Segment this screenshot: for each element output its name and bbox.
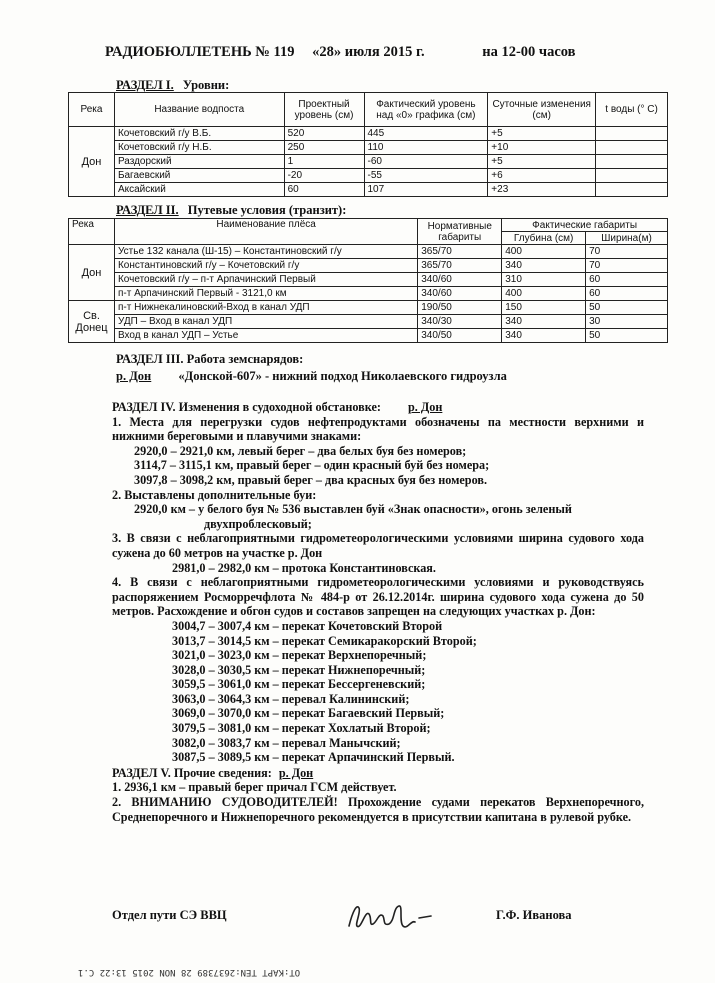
- post-name-cell: Багаевский: [114, 169, 284, 183]
- river-cell: Св. Донец: [69, 301, 115, 343]
- width-cell: 30: [586, 315, 668, 329]
- post-name-cell: Раздорский: [114, 155, 284, 169]
- table-row: [69, 273, 668, 287]
- design-cell: 250: [284, 141, 364, 155]
- design-cell: 1: [284, 155, 364, 169]
- temp-cell: [596, 141, 668, 155]
- levels-table: [68, 92, 668, 197]
- temp-cell: [596, 183, 668, 197]
- width-cell: 60: [586, 287, 668, 301]
- fax-text: OT:KAPT TEN:2637389 28 NON 2015 13:22 C.1: [78, 967, 301, 977]
- col-design-level: Проектный уровень (см): [284, 93, 364, 127]
- section5-river: р. Дон: [278, 765, 314, 780]
- handwritten-signature: [345, 900, 435, 936]
- section4-item1: 1. Места для перегрузки судов нефтепродуктами обозначены па местности верхними и нижними береговыми и плавучими знаками:: [112, 414, 644, 444]
- list-item: 3082,0 – 3083,7 км – перевал Манычский;: [172, 735, 401, 750]
- col-river: Река: [69, 93, 115, 127]
- list-item: 3004,7 – 3007,4 км – перекат Кочетовский Второй: [172, 618, 443, 633]
- actual-cell: -55: [364, 169, 488, 183]
- list-item: 2920,0 – 2921,0 км, левый берег – два белых буя без номеров;: [134, 443, 467, 458]
- design-cell: -20: [284, 169, 364, 183]
- reach-name-cell: Вход в канал УДП – Устье: [114, 329, 417, 343]
- list-item: 3021,0 – 3023,0 км – перекат Верхнепоречный;: [172, 648, 427, 663]
- route-conditions-table: [68, 218, 668, 343]
- reach-name-cell: Кочетовский г/у – п-т Арпачинский Первый: [114, 273, 417, 287]
- change-cell: +23: [488, 183, 596, 197]
- section4-item4: 4. В связи с неблагоприятными гидрометеорологическими условиями и руководствуясь распоряжением Росморречфлота № 484-р от 26.12.2014г. ширина судового хода сужена до 50 метров. Расхождение и обгон судов и составов запрещен на следующих участках р. Дон:: [112, 575, 644, 619]
- list-item: 2981,0 – 2982,0 км – протока Константиновская.: [172, 560, 436, 575]
- table-row: [69, 301, 668, 315]
- section2-title: РАЗДЕЛ II.: [116, 203, 179, 217]
- col-norm-dims: Нормативные габариты: [418, 219, 502, 245]
- col-reach-name: Наименование плёса: [114, 219, 417, 245]
- col-daily-change: Суточные изменения (см): [488, 93, 596, 127]
- section5-title: РАЗДЕЛ V. Прочие сведения:: [112, 765, 272, 780]
- temp-cell: [596, 127, 668, 141]
- table-row: [69, 155, 668, 169]
- list-item: 3079,5 – 3081,0 км – перекат Хохлатый Второй;: [172, 721, 431, 736]
- section4: [112, 400, 644, 824]
- section5-item1: 1. 2936,1 км – правый берег причал ГСМ действует.: [112, 780, 397, 795]
- list-item: 3063,0 – 3064,3 км – перевал Калининский;: [172, 691, 410, 706]
- list-item: 2920,0 км – у белого буя № 536 выставлен буй «Знак опасности», огонь зеленый: [134, 502, 572, 517]
- change-cell: +5: [488, 155, 596, 169]
- section3-title: РАЗДЕЛ III. Работа земснарядов:: [116, 352, 304, 366]
- section4-item2: 2. Выставлены дополнительные буи:: [112, 487, 317, 502]
- col-water-temp: t воды (° С): [596, 93, 668, 127]
- reach-name-cell: УДП – Вход в канал УДП: [114, 315, 417, 329]
- width-cell: 50: [586, 329, 668, 343]
- section4-item3: 3. В связи с неблагоприятными гидрометеорологическими условиями ширина судового хода сужена до 60 метров на участке р. Дон: [112, 531, 644, 560]
- list-item: 3028,0 – 3030,5 км – перекат Нижнепоречный;: [172, 662, 426, 677]
- design-cell: 520: [284, 127, 364, 141]
- actual-cell: 445: [364, 127, 488, 141]
- width-cell: 50: [586, 301, 668, 315]
- list-item: 3069,0 – 3070,0 км – перекат Багаевский Первый;: [172, 706, 445, 721]
- bulletin-title: РАДИОБЮЛЛЕТЕНЬ № 119: [105, 44, 295, 60]
- table-row: [69, 287, 668, 301]
- river-cell: Дон: [69, 127, 115, 197]
- section3-river: р. Дон: [116, 369, 152, 383]
- reach-name-cell: Устье 132 канала (Ш-15) – Константиновский г/у: [114, 245, 417, 259]
- reach-name-cell: п-т Нижнекалиновский-Вход в канал УДП: [114, 301, 417, 315]
- list-item: 3087,5 – 3089,5 км – перекат Арпачинский Первый.: [172, 750, 455, 765]
- list-item: 3114,7 – 3115,1 км, правый берег – один красный буй без номера;: [134, 458, 490, 473]
- signer-name: Г.Ф. Иванова: [496, 908, 572, 922]
- col-actual-level: Фактический уровень над «0» графика (см): [364, 93, 488, 127]
- table-row: [69, 141, 668, 155]
- norm-cell: 340/50: [418, 329, 502, 343]
- col-post-name: Название водпоста: [114, 93, 284, 127]
- reach-name-cell: Константиновский г/у – Кочетовский г/у: [114, 259, 417, 273]
- list-item: 3097,8 – 3098,2 км, правый берег – два красных буя без номеров.: [134, 472, 488, 487]
- section3-line: [116, 369, 507, 384]
- norm-cell: 190/50: [418, 301, 502, 315]
- col-depth: Глубина (см): [502, 232, 586, 245]
- table-row: [69, 315, 668, 329]
- temp-cell: [596, 155, 668, 169]
- bulletin-time: на 12-00 часов: [482, 44, 576, 60]
- depth-cell: 150: [502, 301, 586, 315]
- table-row: [69, 259, 668, 273]
- temp-cell: [596, 169, 668, 183]
- section5-item2: 2. ВНИМАНИЮ СУДОВОДИТЕЛЕЙ! Прохождение судами перекатов Верхнепоречного, Среднепоречного и Нижнепоречного рекомендуется в присутствии капитана в рулевой рубке.: [112, 795, 644, 824]
- section1-title: РАЗДЕЛ I.: [116, 78, 174, 92]
- col-width: Ширина(м): [586, 232, 668, 245]
- section2-subtitle: Путевые условия (транзит):: [187, 203, 347, 217]
- section4-title: РАЗДЕЛ IV. Изменения в судоходной обстановке:: [112, 400, 381, 414]
- depth-cell: 340: [502, 329, 586, 343]
- list-item: 3013,7 – 3014,5 км – перекат Семикаракорский Второй;: [172, 633, 477, 648]
- depth-cell: 340: [502, 315, 586, 329]
- fax-header-line: [0, 963, 715, 979]
- norm-cell: 365/70: [418, 259, 502, 273]
- change-cell: +5: [488, 127, 596, 141]
- department-label: Отдел пути СЭ ВВЦ: [112, 908, 227, 922]
- depth-cell: 400: [502, 287, 586, 301]
- table-row: [69, 127, 668, 141]
- norm-cell: 365/70: [418, 245, 502, 259]
- depth-cell: 340: [502, 259, 586, 273]
- bulletin-date: «28» июля 2015 г.: [312, 44, 425, 60]
- col-actual-dims: Фактические габариты: [502, 219, 668, 232]
- section2-heading: [116, 203, 346, 218]
- list-item: 3059,5 – 3061,0 км – перекат Бессергеневский;: [172, 677, 426, 692]
- table-row: [69, 245, 668, 259]
- section4-river: р. Дон: [407, 400, 443, 414]
- list-item: двухпроблесковый;: [204, 516, 312, 531]
- section3-text: «Донской-607» - нижний подход Николаевского гидроузла: [178, 369, 507, 383]
- section1-heading: [116, 78, 229, 93]
- table-row: [69, 183, 668, 197]
- col-river: Река: [69, 219, 115, 245]
- post-name-cell: Аксайский: [114, 183, 284, 197]
- actual-cell: 110: [364, 141, 488, 155]
- post-name-cell: Кочетовский г/у В.Б.: [114, 127, 284, 141]
- river-cell: Дон: [69, 245, 115, 301]
- reach-name-cell: п-т Арпачинский Первый - 3121,0 км: [114, 287, 417, 301]
- post-name-cell: Кочетовский г/у Н.Б.: [114, 141, 284, 155]
- table-row: [69, 169, 668, 183]
- section1-subtitle: Уровни:: [182, 78, 230, 92]
- width-cell: 70: [586, 259, 668, 273]
- width-cell: 60: [586, 273, 668, 287]
- bulletin-header: [105, 44, 586, 61]
- actual-cell: 107: [364, 183, 488, 197]
- width-cell: 70: [586, 245, 668, 259]
- depth-cell: 310: [502, 273, 586, 287]
- change-cell: +6: [488, 169, 596, 183]
- design-cell: 60: [284, 183, 364, 197]
- actual-cell: -60: [364, 155, 488, 169]
- depth-cell: 400: [502, 245, 586, 259]
- change-cell: +10: [488, 141, 596, 155]
- norm-cell: 340/60: [418, 273, 502, 287]
- table-row: [69, 329, 668, 343]
- norm-cell: 340/30: [418, 315, 502, 329]
- norm-cell: 340/60: [418, 287, 502, 301]
